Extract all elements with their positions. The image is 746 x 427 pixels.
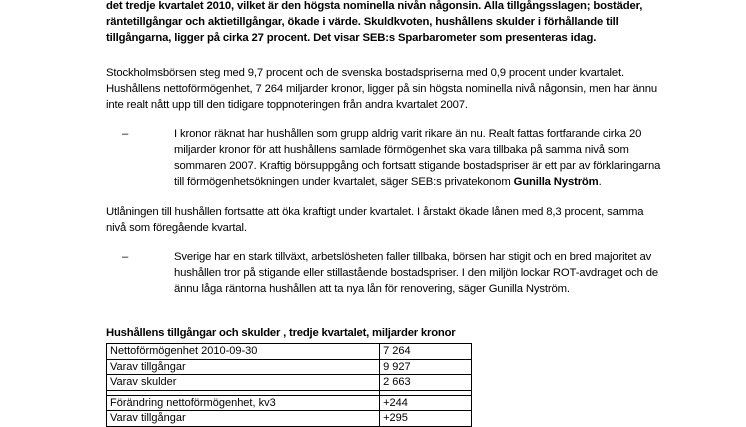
quote-line <box>174 174 674 190</box>
quote-text <box>174 126 674 190</box>
row-label: Varav tillgångar <box>107 411 380 427</box>
row-value: 2 663 <box>380 375 472 391</box>
paragraph-line: nivå som föregående kvartal. <box>106 222 247 234</box>
row-label: Förändring nettoförmögenhet, kv3 <box>107 395 380 411</box>
table-row <box>107 344 472 360</box>
quote-line: hushållen tror på stigande eller stillastående bostadspriser. I den miljön lockar ROT-avdraget och de <box>174 267 659 279</box>
quote-line: ännu låga räntorna hushållen att ta nya lån för renovering, säger Gunilla Nyström. <box>174 283 570 295</box>
row-label: Varav skulder <box>107 375 380 391</box>
paragraph-line: Utlåningen till hushållen fortsatte att öka kraftigt under kvartalet. I årstakt ökade lånen med 8,3 procent, samma <box>106 206 644 218</box>
paragraph-line: inte realt nått upp till den tidigare toppnoteringen från andra kvartalet 2007. <box>106 99 468 111</box>
lead-paragraph <box>106 0 666 46</box>
quote-line-text: till förmögenhetsökningen under kvartalet, säger SEB:s privatekonom <box>174 176 514 188</box>
quote-dash: – <box>122 128 129 140</box>
assets-table <box>106 343 472 427</box>
lead-line: räntetillgångar och aktietillgångar, ökade i värde. Skuldkvoten, hushållens skulder i förhållande till <box>106 16 619 28</box>
quote-line: Sverige har en stark tillväxt, arbetslösheten faller tillbaka, börsen har stigit och en bred majoritet av <box>174 251 652 263</box>
row-value: +295 <box>380 411 472 427</box>
table-title: Hushållens tillgångar och skulder , tredje kvartalet, miljarder kronor <box>106 327 456 339</box>
row-label: Varav tillgångar <box>107 359 380 375</box>
quote-dash: – <box>122 251 129 263</box>
row-value: 7 264 <box>380 344 472 360</box>
person-name: Gunilla Nyström <box>513 176 599 188</box>
lead-line: det tredje kvartalet 2010, vilket är den högsta nominella nivån någonsin. Alla tillgångsslagen; bostäder, <box>106 0 643 12</box>
quote-line: I kronor räknat har hushållen som grupp aldrig varit rikare än nu. Realt fattas fortfarande cirka 20 <box>174 128 642 140</box>
lead-line: tillgångarna, ligger på cirka 27 procent. Det visar SEB:s Sparbarometer som presenteras idag. <box>106 32 597 44</box>
row-value: +244 <box>380 395 472 411</box>
table-row <box>107 375 472 391</box>
row-label: Nettoförmögenhet 2010-09-30 <box>107 344 380 360</box>
quote-line: sommaren 2007. Kraftig börsuppgång och fortsatt stigande bostadspriser är ett par av förklaringarna <box>174 160 661 172</box>
paragraph-line: Stockholmsbörsen steg med 9,7 procent och de svenska bostadspriserna med 0,9 procent under kvartalet. <box>106 67 624 79</box>
quote-line-end: . <box>598 176 602 188</box>
table-row <box>107 395 472 411</box>
paragraph-line: Hushållens nettoförmögenhet, 7 264 miljarder kronor, ligger på sin högsta nominella nivå någonsin, men har ännu <box>106 83 658 95</box>
body-paragraph-2 <box>106 204 666 236</box>
quote-text <box>174 249 674 297</box>
quote-line: miljarder kronor för att hushållens samlade förmögenhet ska vara tillbaka på samma nivå som <box>174 144 629 156</box>
body-paragraph-1 <box>106 65 666 113</box>
table-row <box>107 359 472 375</box>
table-row <box>107 411 472 427</box>
row-value: 9 927 <box>380 359 472 375</box>
